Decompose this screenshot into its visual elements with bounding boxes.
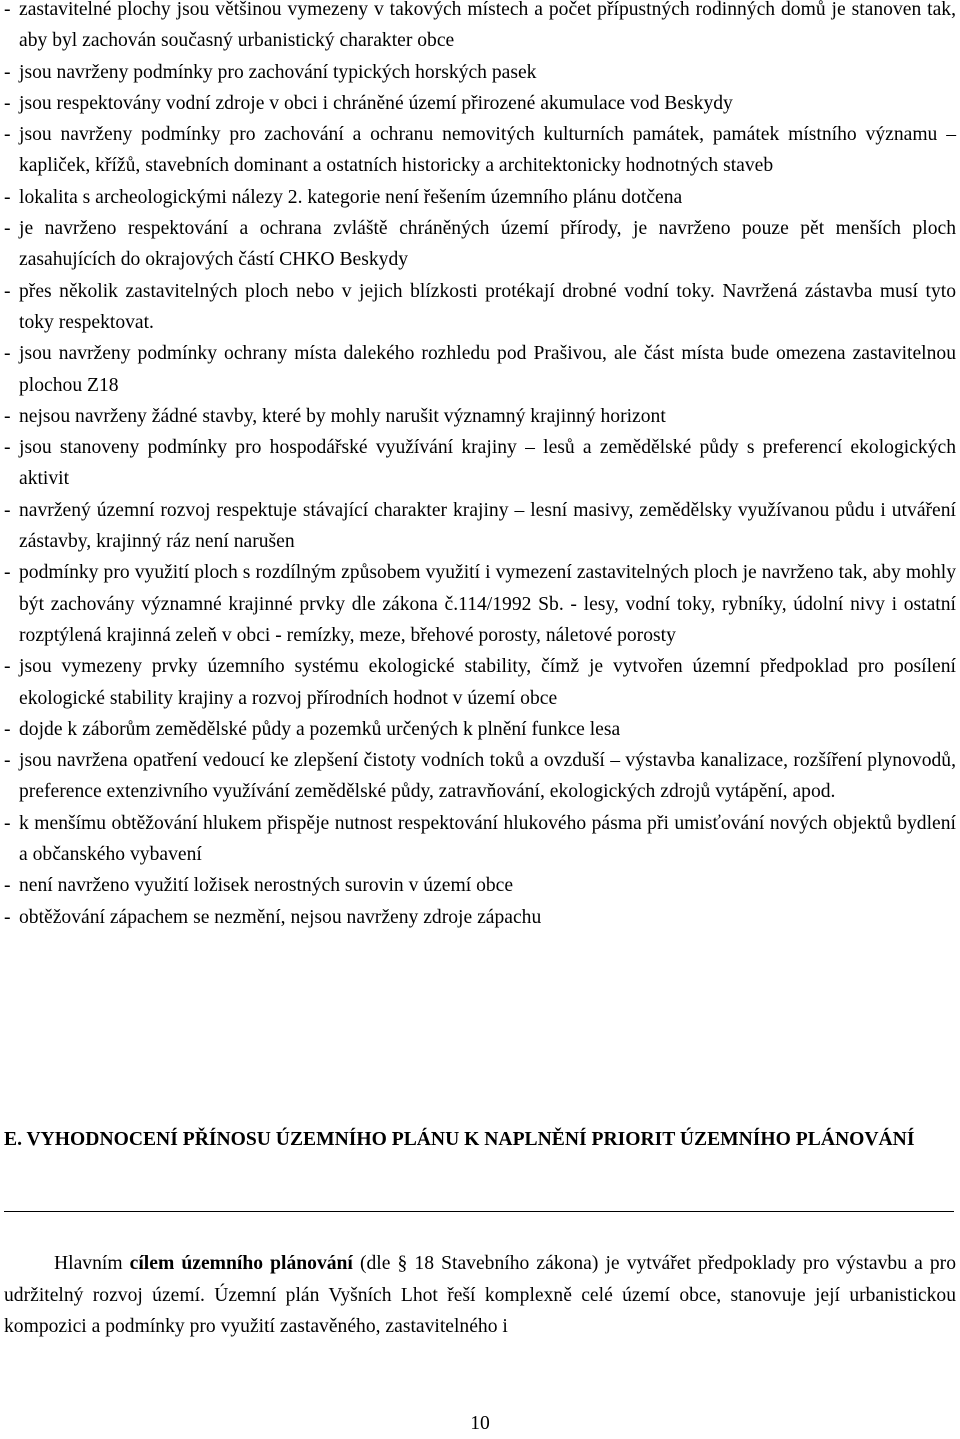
bullet-item (4, 432, 956, 495)
bullet-item (4, 808, 956, 871)
bullet-item (4, 338, 956, 401)
bullet-item (4, 870, 956, 901)
paragraph-text-after: (dle § 18 Stavebního zákona) je vytvářet předpoklady pro výstavbu a pro udržitelný rozvoj území. Územní plán Vyšních Lhot řeší komplexně celé území obce, stanovuje její urbanistickou kompozici a podmínky pro využití zastavěného, zastavitelného i (4, 1253, 957, 1338)
bullet-dash: - (4, 499, 11, 521)
bullet-item (4, 745, 956, 808)
bullet-text: lokalita s archeologickými nálezy 2. kategorie není řešením územního plánu dotčena (19, 186, 683, 208)
bullet-item (4, 557, 956, 651)
bullet-dash: - (4, 0, 11, 20)
bullet-text: jsou navrženy podmínky pro zachování typických horských pasek (19, 61, 537, 83)
bullet-dash: - (4, 750, 11, 772)
bullet-text: jsou navrženy podmínky ochrany místa dalekého rozhledu pod Prašivou, ale část místa bude omezena zastavitelnou plochou Z18 (19, 343, 956, 396)
paragraph-text-before: Hlavním (54, 1253, 130, 1274)
bullet-dash: - (4, 61, 11, 83)
bullet-text: dojde k záborům zemědělské půdy a pozemků určených k plnění funkce lesa (19, 718, 621, 740)
bullet-item (4, 902, 956, 933)
bullet-item (4, 119, 956, 182)
bullet-text: jsou navržena opatření vedoucí ke zlepšení čistoty vodních toků a ovzduší – výstavba kanalizace, rozšíření plynovodů, preference extenzivního využívání zemědělské půdy, zatravňování, ekologických zdrojů vytápění, apod. (19, 750, 956, 803)
bullet-item (4, 182, 956, 213)
bullet-dash: - (4, 906, 11, 928)
bullet-dash: - (4, 562, 11, 584)
bullet-text: navržený územní rozvoj respektuje stávající charakter krajiny – lesní masivy, zemědělsky využívanou půdu i utváření zástavby, krajinný ráz není narušen (19, 499, 956, 553)
bullet-dash: - (4, 656, 11, 678)
bullet-text: přes několik zastavitelných ploch nebo v jejich blízkosti protékají drobné vodní toky. Navržená zástavba musí tyto toky respektovat. (19, 280, 956, 333)
bullet-text: jsou vymezeny prvky územního systému ekologické stability, čímž je vytvořen územní předpoklad pro posílení ekologické stability krajiny a rozvoj přírodních hodnot v území obce (19, 656, 956, 709)
bullet-dash: - (4, 405, 11, 427)
bullet-dash: - (4, 280, 11, 302)
bullet-text: k menšímu obtěžování hlukem přispěje nutnost respektování hlukového pásma při umisťování nových objektů bydlení a občanského vybavení (19, 812, 956, 866)
bullet-dash: - (4, 812, 11, 834)
bullet-dash: - (4, 218, 11, 240)
bullet-item (4, 276, 956, 339)
bullet-item (4, 213, 956, 276)
paragraph-bold-term: cílem územního plánování (129, 1253, 353, 1274)
bullet-item (4, 401, 956, 432)
bullet-text: obtěžování zápachem se nezmění, nejsou navrženy zdroje zápachu (19, 906, 542, 928)
bullet-dash: - (4, 343, 11, 365)
body-paragraph (4, 1248, 956, 1343)
bullet-item (4, 57, 956, 88)
bullet-text: zastavitelné plochy jsou většinou vymezeny v takových místech a počet přípustných rodinných domů je stanoven tak, aby byl zachován současný urbanistický charakter obce (19, 0, 956, 52)
bullet-dash: - (4, 875, 11, 897)
bullet-text: není navrženo využití ložisek nerostných surovin v území obce (19, 875, 514, 897)
bullet-list (4, 0, 956, 933)
bullet-item (4, 495, 956, 558)
bullet-text: jsou navrženy podmínky pro zachování a ochranu nemovitých kulturních památek, památek místního významu – kapliček, křížů, stavebních dominant a ostatních historicky a architektonicky hodnotných staveb (19, 124, 956, 177)
bullet-item (4, 714, 956, 745)
bullet-dash: - (4, 186, 11, 208)
bullet-dash: - (4, 92, 11, 114)
bullet-text: nejsou navrženy žádné stavby, které by mohly narušit významný krajinný horizont (19, 405, 666, 427)
bullet-item (4, 651, 956, 714)
bullet-text: jsou respektovány vodní zdroje v obci i chráněné území přirozené akumulace vod Beskydy (19, 92, 733, 114)
bullet-list-container (4, 0, 956, 933)
page-number: 10 (470, 1413, 490, 1434)
bullet-dash: - (4, 124, 11, 146)
bullet-item (4, 88, 956, 119)
bullet-text: je navrženo respektování a ochrana zvláště chráněných území přírody, je navrženo pouze pět menších ploch zasahujících do okrajových částí CHKO Beskydy (19, 218, 956, 271)
section-heading: E. VYHODNOCENÍ PŘÍNOSU ÚZEMNÍHO PLÁNU K NAPLNĚNÍ PRIORIT ÚZEMNÍHO PLÁNOVÁNÍ (4, 1129, 915, 1150)
bullet-text: podmínky pro využití ploch s rozdílným způsobem využití i vymezení zastavitelných ploch je navrženo tak, aby mohly být zachovány významné krajinné prvky dle zákona č.114/1992 Sb. - lesy, vodní toky, rybníky, údolní nivy i ostatní rozptýlená krajinná zeleň v obci - remízky, meze, břehové porosty, náletové porosty (19, 562, 956, 646)
heading-underline (4, 1211, 954, 1212)
bullet-item (4, 0, 956, 57)
bullet-dash: - (4, 718, 11, 740)
bullet-dash: - (4, 437, 11, 459)
bullet-text: jsou stanoveny podmínky pro hospodářské využívání krajiny – lesů a zemědělské půdy s preferencí ekologických aktivit (19, 437, 956, 490)
